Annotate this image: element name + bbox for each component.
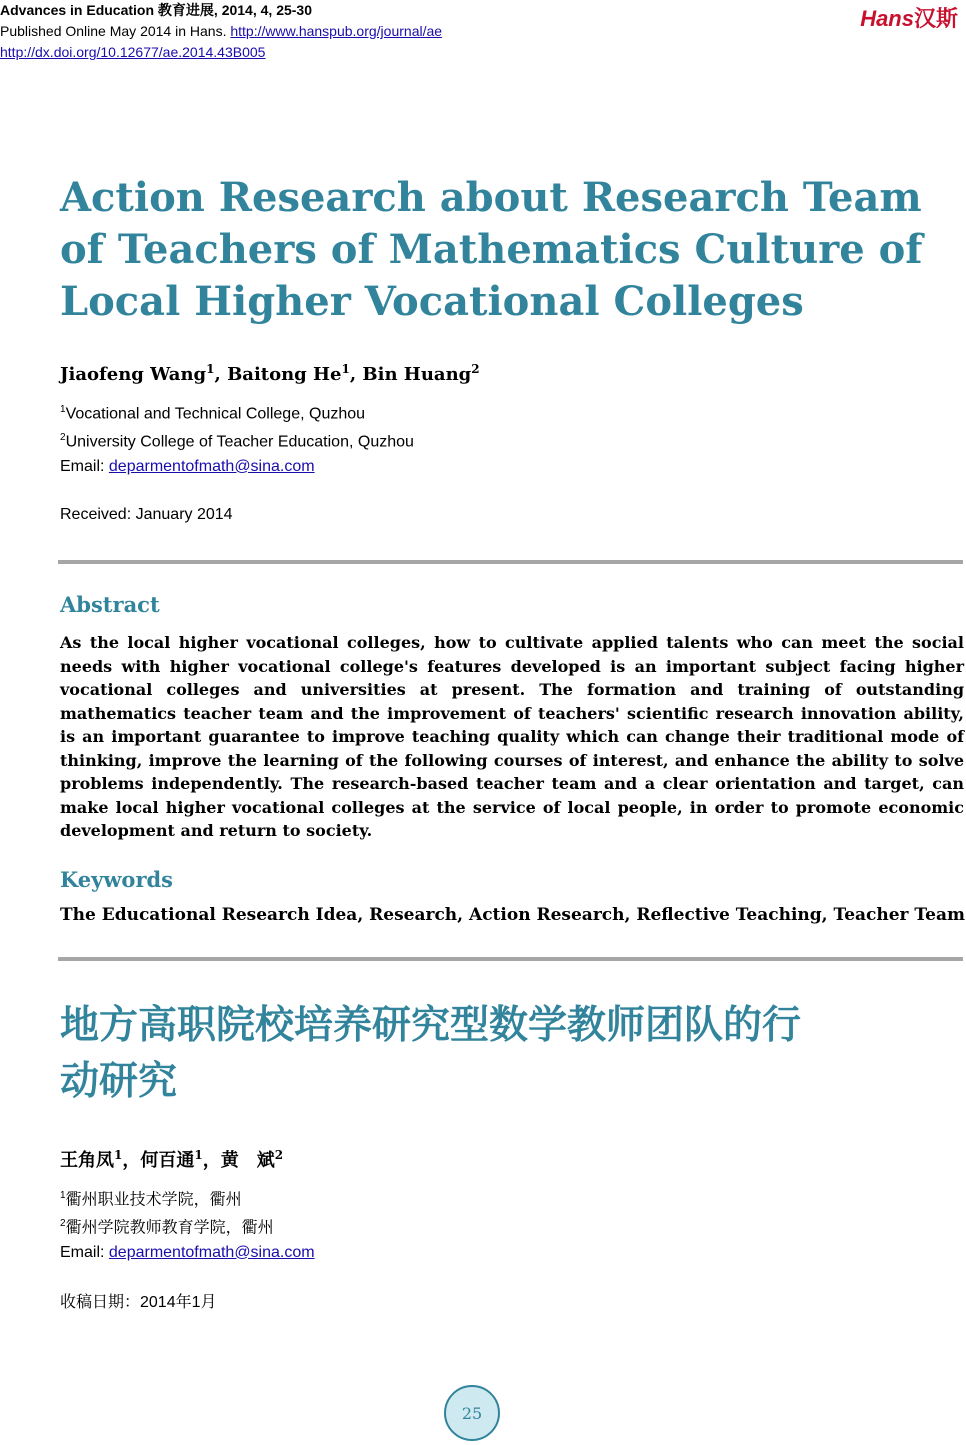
author-cn-sep: ， xyxy=(122,1150,141,1171)
affiliation-cn-1-sup: 1 xyxy=(60,1190,66,1201)
author-sep: , xyxy=(349,364,363,385)
received-date-cn: 收稿日期：2014年1月 xyxy=(60,1293,217,1311)
paper-title-en: Action Research about Research Team of Teachers of Mathematics Culture of Local Higher Vocational Colleges xyxy=(60,174,923,325)
affiliation-1-text: Vocational and Technical College, Quzhou xyxy=(65,405,366,423)
section-divider xyxy=(58,560,963,564)
affiliation-cn-1 xyxy=(60,1184,315,1212)
journal-citation: Advances in Education 教育进展, 2014, 4, 25-30 xyxy=(0,2,312,18)
affiliation-1-sup: 1 xyxy=(60,404,66,415)
author-cn-3: 黄 斌 xyxy=(220,1150,275,1171)
email-label-cn: Email: xyxy=(60,1243,109,1261)
affiliation-2-text: University College of Teacher Education, Quzhou xyxy=(65,433,414,451)
author-cn-sep: ， xyxy=(202,1150,221,1171)
affiliation-1 xyxy=(60,398,414,426)
keywords-heading: Keywords xyxy=(60,867,174,892)
author-cn-1-affil: 1 xyxy=(114,1148,123,1162)
keywords-text: The Educational Research Idea, Research, Action Research, Reflective Teaching, Teacher Team xyxy=(60,905,965,925)
doi-link[interactable]: http://dx.doi.org/10.12677/ae.2014.43B005 xyxy=(0,44,266,60)
section-divider xyxy=(58,957,963,961)
author-3: Bin Huang xyxy=(362,364,472,385)
author-cn-1: 王角凤 xyxy=(60,1150,114,1171)
published-line xyxy=(0,21,442,42)
affiliation-cn-2-text: 衢州学院教师教育学院，衢州 xyxy=(65,1219,274,1237)
affiliations-en xyxy=(60,398,414,527)
author-2: Baitong He xyxy=(227,364,342,385)
author-2-affil: 1 xyxy=(341,362,350,376)
abstract-text: As the local higher vocational colleges, how to cultivate applied talents who can meet the social needs with higher vocational college's features developed is an important subject facing higher vocational colleges and universities at present. The formation and training of outstanding mathematics teacher team and the improvement of teachers' scientific research innovation ability, is an important guarantee to improve teaching quality which can change their traditional mode of thinking, improve the learning of the following courses of interest, and enhance the ability to solve problems independently. The research-based teacher team and a clear orientation and target, can make local higher vocational colleges at the service of local people, in order to promote economic development and return to society. xyxy=(60,633,964,840)
author-sep: , xyxy=(214,364,228,385)
author-cn-2-affil: 1 xyxy=(194,1148,203,1162)
journal-link[interactable]: http://www.hanspub.org/journal/ae xyxy=(230,23,443,39)
authors-en xyxy=(60,362,480,385)
author-cn-2: 何百通 xyxy=(140,1150,195,1171)
author-3-affil: 2 xyxy=(471,362,480,376)
affiliation-cn-2 xyxy=(60,1212,315,1240)
email-line-cn xyxy=(60,1241,315,1265)
logo-cn: 汉斯 xyxy=(913,7,958,32)
email-line xyxy=(60,455,414,479)
affiliation-cn-2-sup: 2 xyxy=(60,1218,66,1230)
page-number-badge xyxy=(444,1385,500,1441)
paper-title-cn: 地方高职院校培养研究型数学教师团队的行动研究 xyxy=(60,1003,802,1104)
received-date: Received: January 2014 xyxy=(60,505,233,523)
abstract-heading: Abstract xyxy=(60,592,160,617)
published-text: Published Online May 2014 in Hans. xyxy=(0,23,231,39)
author-1: Jiaofeng Wang xyxy=(60,364,207,385)
email-label: Email: xyxy=(60,457,109,475)
page-number: 25 xyxy=(461,1403,483,1423)
author-1-affil: 1 xyxy=(206,362,215,376)
author-cn-3-affil: 2 xyxy=(274,1148,284,1162)
affiliations-cn xyxy=(60,1184,315,1315)
publisher-logo xyxy=(860,2,958,33)
doi-line xyxy=(0,42,442,63)
logo-latin: Hans xyxy=(860,6,914,31)
affiliation-cn-1-text: 衢州职业技术学院，衢州 xyxy=(65,1191,242,1209)
affiliation-2-sup: 2 xyxy=(60,432,66,444)
running-header xyxy=(0,0,442,63)
email-link[interactable]: deparmentofmath@sina.com xyxy=(108,457,315,475)
authors-cn xyxy=(60,1146,283,1172)
email-link-cn[interactable]: deparmentofmath@sina.com xyxy=(108,1243,315,1261)
affiliation-2 xyxy=(60,426,414,454)
